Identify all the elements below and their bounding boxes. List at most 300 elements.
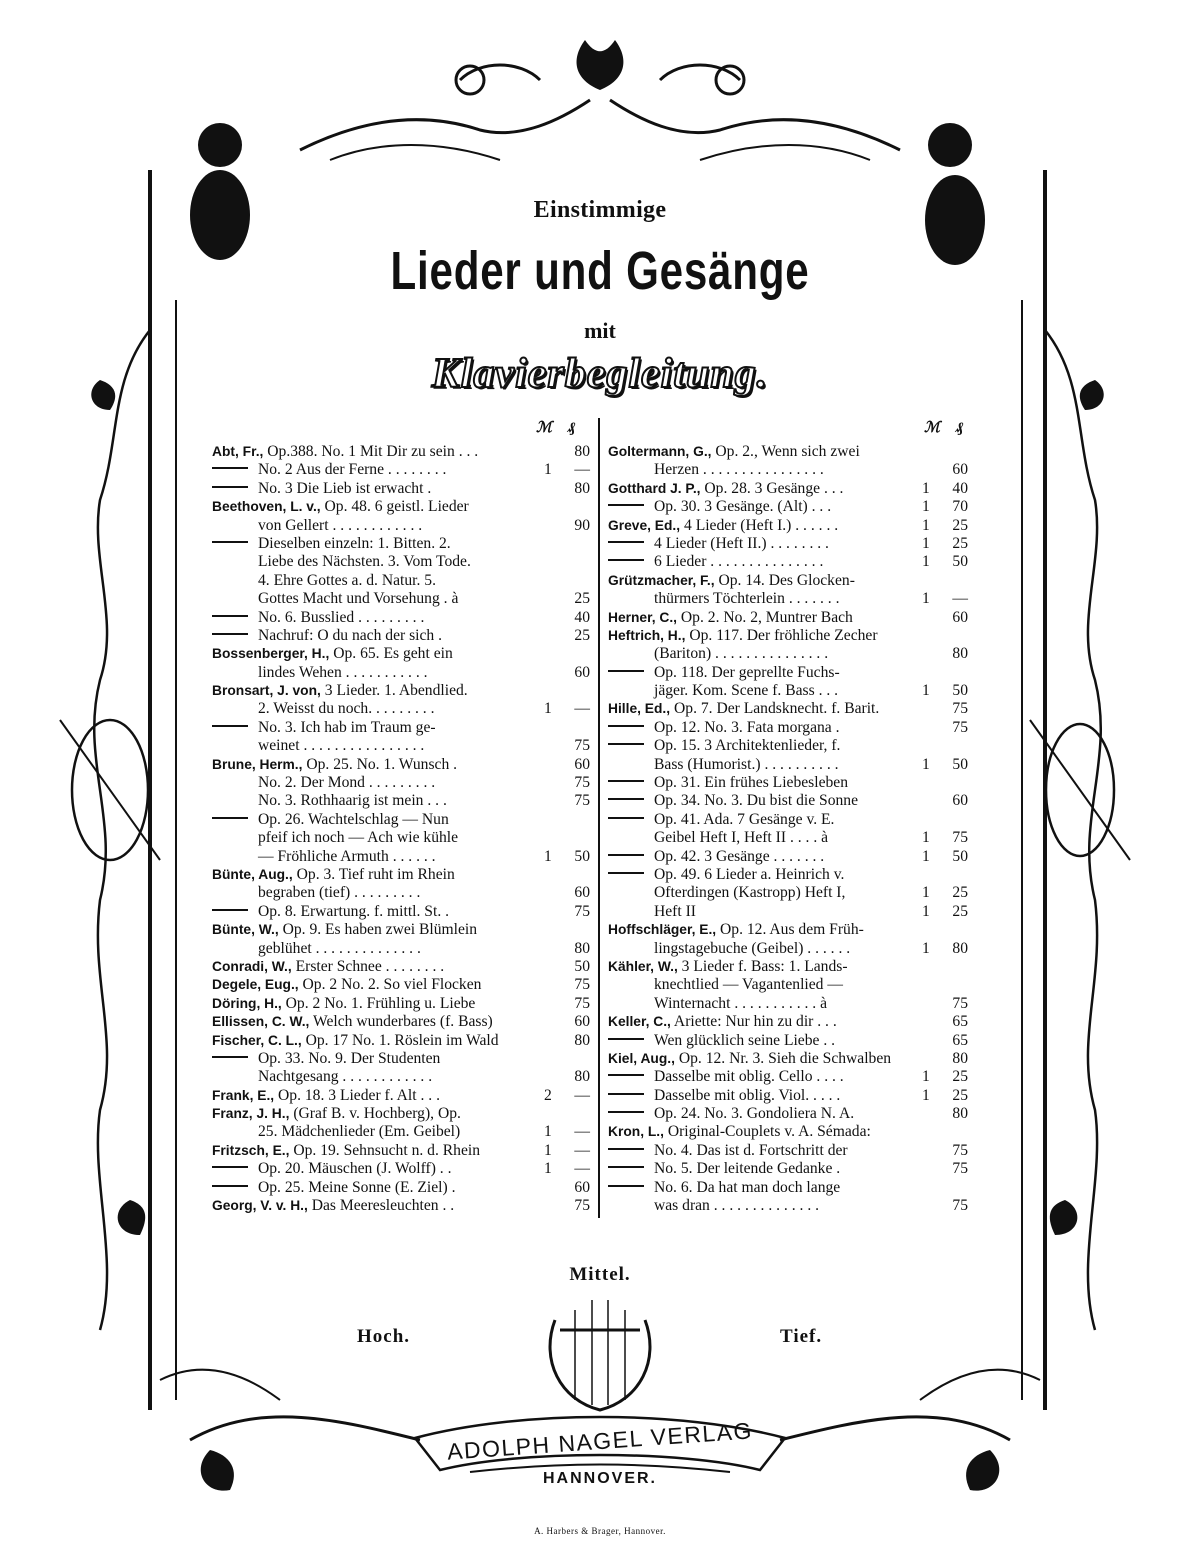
entry-text: pfeif ich noch — Ach wie kühle bbox=[258, 829, 459, 847]
ditto-dash bbox=[608, 780, 644, 782]
price-pfennig: 25 bbox=[574, 626, 590, 644]
entry-text: Op. 31. Ein frühes Liebesleben bbox=[654, 774, 849, 792]
price-pfennig: 70 bbox=[952, 498, 968, 516]
ditto-dash bbox=[212, 486, 248, 488]
price-pfennig: 50 bbox=[952, 682, 968, 700]
entry-text: Op. 28. 3 Gesänge . . . bbox=[700, 479, 844, 497]
ditto-dash bbox=[212, 1056, 248, 1058]
composer-name: Keller, C., bbox=[608, 1014, 671, 1030]
catalogue-entry bbox=[608, 829, 968, 847]
entry-text: Op. 65. Es geht ein bbox=[329, 645, 453, 663]
entry-text: Nachruf: O du nach der sich . bbox=[258, 626, 443, 644]
composer-name: Heftrich, H., bbox=[608, 627, 686, 643]
composer-name: Fritzsch, E., bbox=[212, 1142, 290, 1158]
catalogue-entry bbox=[212, 1160, 590, 1178]
price-pfennig: 75 bbox=[574, 737, 590, 755]
catalogue-entry bbox=[608, 572, 968, 590]
ditto-dash bbox=[608, 1185, 644, 1187]
price-pfennig: 60 bbox=[574, 884, 590, 902]
catalogue-entry bbox=[608, 774, 968, 792]
price-mark: 2 bbox=[544, 1086, 552, 1104]
entry-text: No. 3. Rothhaarig ist mein . . . bbox=[258, 792, 447, 810]
catalogue-entry bbox=[608, 1123, 968, 1141]
catalogue-entry bbox=[212, 480, 590, 498]
composer-name: Kron, L., bbox=[608, 1124, 664, 1140]
catalogue-entry bbox=[212, 1032, 590, 1050]
catalogue-entry bbox=[212, 553, 590, 571]
composer-name: Bronsart, J. von, bbox=[212, 683, 321, 699]
catalogue-entry bbox=[212, 903, 590, 921]
composer-name: Kiel, Aug., bbox=[608, 1050, 675, 1066]
ditto-dash bbox=[608, 1148, 644, 1150]
price-pfennig: 50 bbox=[952, 553, 968, 571]
catalogue-right-column bbox=[608, 443, 968, 1215]
entry-text: Dasselbe mit oblig. Viol. . . . . bbox=[654, 1086, 841, 1104]
entry-text: was dran . . . . . . . . . . . . . . bbox=[654, 1197, 820, 1215]
price-mark: 1 bbox=[922, 1068, 930, 1086]
entry-text: 25. Mädchenlieder (Em. Geibel) bbox=[258, 1123, 461, 1141]
entry-text: 4 Lieder (Heft I.) . . . . . . bbox=[680, 516, 839, 534]
composer-name: Frank, E., bbox=[212, 1087, 275, 1103]
voice-tief: Tief. bbox=[780, 1326, 823, 1347]
ditto-dash bbox=[608, 798, 644, 800]
ditto-dash bbox=[608, 1093, 644, 1095]
ditto-dash bbox=[608, 541, 644, 543]
catalogue-entry bbox=[608, 756, 968, 774]
entry-text: Original-Couplets v. A. Sémada: bbox=[663, 1123, 871, 1141]
price-pfennig: — bbox=[574, 1123, 590, 1141]
composer-name: Fischer, C. L., bbox=[212, 1032, 302, 1048]
price-pfennig: 60 bbox=[574, 1178, 590, 1196]
price-mark: 1 bbox=[922, 902, 930, 920]
price-pfennig: 75 bbox=[574, 774, 590, 792]
price-pfennig: 80 bbox=[952, 1049, 968, 1067]
entry-text: 3 Lieder. 1. Abendlied. bbox=[320, 682, 468, 700]
entry-text: Op. 118. Der geprellte Fuchs- bbox=[654, 663, 840, 681]
composer-name: Bossenberger, H., bbox=[212, 646, 330, 662]
price-mark: 1 bbox=[922, 553, 930, 571]
catalogue-entry bbox=[608, 664, 968, 682]
entry-text: von Gellert . . . . . . . . . . . . bbox=[258, 516, 423, 534]
entry-text: Op. 19. Sehnsucht n. d. Rhein bbox=[289, 1141, 481, 1159]
catalogue-entry bbox=[608, 609, 968, 627]
catalogue-entry bbox=[212, 737, 590, 755]
price-pfennig: 75 bbox=[574, 1197, 590, 1215]
composer-name: Greve, Ed., bbox=[608, 517, 681, 533]
mark-symbol: ℳ bbox=[924, 420, 941, 436]
catalogue-entry bbox=[212, 866, 590, 884]
ditto-dash bbox=[608, 872, 644, 874]
entry-text: No. 2. Der Mond . . . . . . . . . bbox=[258, 774, 436, 792]
entry-text: Op. 30. 3 Gesänge. (Alt) . . . bbox=[654, 498, 832, 516]
composer-name: Georg, V. v. H., bbox=[212, 1198, 308, 1214]
catalogue-entry bbox=[212, 700, 590, 718]
catalogue-entry bbox=[608, 884, 968, 902]
catalogue-entry bbox=[212, 1197, 590, 1215]
catalogue-entry bbox=[212, 498, 590, 516]
publisher-name: ADOLPH NAGEL VERLAG bbox=[446, 1417, 754, 1465]
catalogue-entry bbox=[608, 627, 968, 645]
ditto-dash bbox=[608, 670, 644, 672]
composer-name: Conradi, W., bbox=[212, 958, 292, 974]
catalogue-entry bbox=[212, 811, 590, 829]
price-pfennig: — bbox=[574, 1086, 590, 1104]
currency-header-right bbox=[924, 418, 984, 437]
catalogue-entry bbox=[608, 995, 968, 1013]
entry-text: Op. 25. No. 1. Wunsch . bbox=[302, 755, 458, 773]
entry-text: — Fröhliche Armuth . . . . . . bbox=[258, 847, 436, 865]
price-mark: 1 bbox=[544, 461, 552, 479]
price-pfennig: 75 bbox=[574, 902, 590, 920]
entry-text: Welch wunderbares (f. Bass) bbox=[309, 1013, 493, 1031]
price-mark: 1 bbox=[922, 847, 930, 865]
entry-text: Geibel Heft I, Heft II . . . . à bbox=[654, 829, 829, 847]
price-mark: 1 bbox=[922, 682, 930, 700]
price-pfennig: 60 bbox=[952, 792, 968, 810]
price-pfennig: — bbox=[574, 461, 590, 479]
catalogue-entry bbox=[212, 921, 590, 939]
composer-name: Goltermann, G., bbox=[608, 444, 712, 459]
price-pfennig: — bbox=[574, 1160, 590, 1178]
catalogue-entry bbox=[212, 1105, 590, 1123]
catalogue-entry bbox=[608, 1087, 968, 1105]
catalogue-entry bbox=[212, 572, 590, 590]
entry-text: Das Meeresleuchten . . bbox=[307, 1197, 455, 1215]
price-mark: 1 bbox=[544, 1141, 552, 1159]
entry-text: knechtlied — Vagantenlied — bbox=[654, 976, 843, 994]
catalogue-entry bbox=[608, 498, 968, 516]
price-mark: 1 bbox=[544, 700, 552, 718]
entry-text: Nachtgesang . . . . . . . . . . . . bbox=[258, 1068, 433, 1086]
price-pfennig: 60 bbox=[574, 663, 590, 681]
catalogue-entry bbox=[212, 443, 590, 461]
price-pfennig: 65 bbox=[952, 1031, 968, 1049]
entry-text: Op. 7. Der Landsknecht. f. Barit. bbox=[670, 700, 880, 718]
currency-header-left bbox=[536, 418, 596, 437]
price-pfennig: 40 bbox=[574, 608, 590, 626]
price-mark: 1 bbox=[544, 1123, 552, 1141]
entry-text: Op. 33. No. 9. Der Studenten bbox=[258, 1049, 441, 1067]
composer-name: Franz, J. H., bbox=[212, 1106, 290, 1122]
catalogue-entry bbox=[608, 792, 968, 810]
price-pfennig: 75 bbox=[574, 792, 590, 810]
entry-text: Dieselben einzeln: 1. Bitten. 2. bbox=[258, 534, 451, 552]
price-pfennig: 75 bbox=[574, 976, 590, 994]
price-pfennig: 80 bbox=[574, 1068, 590, 1086]
catalogue-entry bbox=[608, 517, 968, 535]
pfennig-symbol: ₰ bbox=[567, 420, 576, 436]
catalogue-entry bbox=[608, 1160, 968, 1178]
title-klavierbegleitung: Klavierbegleitung. bbox=[431, 351, 769, 397]
price-pfennig: 80 bbox=[952, 939, 968, 957]
entry-text: lindes Wehen . . . . . . . . . . . bbox=[258, 663, 428, 681]
catalogue-entry bbox=[212, 756, 590, 774]
entry-text: Op. 17 No. 1. Röslein im Wald bbox=[301, 1031, 499, 1049]
price-pfennig: — bbox=[574, 1141, 590, 1159]
printer-credit: A. Harbers & Brager, Hannover. bbox=[534, 1526, 666, 1536]
price-pfennig: 80 bbox=[574, 443, 590, 460]
entry-text: Op.388. No. 1 Mit Dir zu sein . . . bbox=[263, 443, 479, 460]
catalogue-entry bbox=[212, 517, 590, 535]
entry-text: Bass (Humorist.) . . . . . . . . . . bbox=[654, 755, 839, 773]
price-pfennig: 60 bbox=[952, 608, 968, 626]
catalogue-entry bbox=[212, 1013, 590, 1031]
entry-text: No. 3. Ich hab im Traum ge- bbox=[258, 718, 436, 736]
ditto-dash bbox=[212, 1166, 248, 1168]
entry-text: Op. 3. Tief ruht im Rhein bbox=[292, 865, 455, 883]
entry-text: lingstagebuche (Geibel) . . . . . . bbox=[654, 939, 851, 957]
catalogue-entry bbox=[608, 940, 968, 958]
entry-text: Heft II bbox=[654, 902, 696, 920]
catalogue-entry bbox=[212, 1179, 590, 1197]
entry-text: begraben (tief) . . . . . . . . . bbox=[258, 884, 421, 902]
catalogue-entry bbox=[212, 1068, 590, 1086]
price-pfennig: 75 bbox=[952, 1141, 968, 1159]
price-mark: 1 bbox=[922, 755, 930, 773]
catalogue-entry bbox=[608, 461, 968, 479]
title-einstimmige: Einstimmige bbox=[533, 197, 667, 223]
price-pfennig: 50 bbox=[952, 847, 968, 865]
catalogue-entry bbox=[608, 866, 968, 884]
entry-text: Op. 14. Des Glocken- bbox=[714, 571, 855, 589]
ditto-dash bbox=[212, 541, 248, 543]
ditto-dash bbox=[608, 1038, 644, 1040]
ditto-dash bbox=[212, 725, 248, 727]
entry-text: Op. 49. 6 Lieder a. Heinrich v. bbox=[654, 865, 845, 883]
entry-text: Op. 117. Der fröhliche Zecher bbox=[685, 626, 878, 644]
catalogue-entry bbox=[212, 645, 590, 663]
price-pfennig: 25 bbox=[574, 590, 590, 608]
entry-text: Op. 24. No. 3. Gondoliera N. A. bbox=[654, 1105, 855, 1123]
entry-text: No. 3 Die Lieb ist erwacht . bbox=[258, 479, 432, 497]
price-pfennig: 50 bbox=[952, 755, 968, 773]
catalogue-entry bbox=[212, 609, 590, 627]
price-pfennig: 65 bbox=[952, 1013, 968, 1031]
price-mark: 1 bbox=[922, 534, 930, 552]
price-pfennig: 25 bbox=[952, 902, 968, 920]
price-mark: 1 bbox=[922, 884, 930, 902]
catalogue-entry bbox=[212, 627, 590, 645]
catalogue-entry bbox=[608, 553, 968, 571]
entry-text: No. 5. Der leitende Gedanke . bbox=[654, 1160, 841, 1178]
ditto-dash bbox=[212, 615, 248, 617]
price-pfennig: 80 bbox=[574, 939, 590, 957]
entry-text: Op. 25. Meine Sonne (E. Ziel) . bbox=[258, 1178, 456, 1196]
composer-name: Gotthard J. P., bbox=[608, 480, 701, 496]
entry-text: thürmers Töchterlein . . . . . . . bbox=[654, 590, 840, 608]
price-pfennig: 75 bbox=[952, 829, 968, 847]
entry-text: 2. Weisst du noch. . . . . . . . . bbox=[258, 700, 435, 718]
price-mark: 1 bbox=[922, 479, 930, 497]
catalogue-entry bbox=[608, 682, 968, 700]
catalogue-entry bbox=[608, 737, 968, 755]
catalogue-entry bbox=[212, 940, 590, 958]
catalogue-entry bbox=[212, 590, 590, 608]
ditto-dash bbox=[212, 909, 248, 911]
price-mark: 1 bbox=[922, 1086, 930, 1104]
price-pfennig: 25 bbox=[952, 1068, 968, 1086]
catalogue-entry bbox=[212, 1123, 590, 1141]
catalogue-entry bbox=[608, 811, 968, 829]
composer-name: Döring, H., bbox=[212, 995, 282, 1011]
entry-text: No. 6. Busslied . . . . . . . . . bbox=[258, 608, 425, 626]
ditto-dash bbox=[212, 633, 248, 635]
entry-text: Op. 20. Mäuschen (J. Wolff) . . bbox=[258, 1160, 452, 1178]
price-pfennig: 80 bbox=[952, 1105, 968, 1123]
catalogue-entry bbox=[212, 1142, 590, 1160]
price-pfennig: 75 bbox=[952, 994, 968, 1012]
ditto-dash bbox=[608, 1111, 644, 1113]
price-pfennig: 50 bbox=[574, 957, 590, 975]
composer-name: Herner, C., bbox=[608, 609, 678, 625]
ditto-dash bbox=[608, 559, 644, 561]
composer-name: Abt, Fr., bbox=[212, 444, 264, 459]
catalogue-entry bbox=[608, 719, 968, 737]
price-mark: 1 bbox=[922, 498, 930, 516]
price-pfennig: 80 bbox=[574, 1031, 590, 1049]
catalogue-entry bbox=[212, 719, 590, 737]
composer-name: Ellissen, C. W., bbox=[212, 1014, 310, 1030]
entry-text: Op. 12. No. 3. Fata morgana . bbox=[654, 718, 840, 736]
catalogue-entry bbox=[608, 921, 968, 939]
catalogue-entry bbox=[212, 535, 590, 553]
title-main: Lieder und Gesänge bbox=[390, 241, 810, 301]
price-mark: 1 bbox=[544, 1160, 552, 1178]
catalogue-entry bbox=[212, 976, 590, 994]
catalogue-entry bbox=[212, 461, 590, 479]
price-pfennig: — bbox=[574, 700, 590, 718]
price-pfennig: 75 bbox=[574, 994, 590, 1012]
catalogue-entry bbox=[608, 1197, 968, 1215]
composer-name: Brune, Herm., bbox=[212, 756, 303, 772]
entry-text: Gottes Macht und Vorsehung . à bbox=[258, 590, 459, 608]
catalogue-entry bbox=[608, 848, 968, 866]
price-pfennig: 90 bbox=[574, 516, 590, 534]
entry-text: No. 4. Das ist d. Fortschritt der bbox=[654, 1141, 848, 1159]
entry-text: Erster Schnee . . . . . . . . bbox=[291, 957, 445, 975]
voice-mittel: Mittel. bbox=[569, 1264, 631, 1285]
entry-text: Ariette: Nur hin zu dir . . . bbox=[670, 1013, 837, 1031]
catalogue-entry bbox=[608, 1032, 968, 1050]
entry-text: Winternacht . . . . . . . . . . . à bbox=[654, 994, 828, 1012]
entry-text: (Graf B. v. Hochberg), Op. bbox=[289, 1105, 461, 1123]
price-pfennig: — bbox=[952, 590, 968, 608]
catalogue-left-column bbox=[212, 443, 590, 1215]
composer-name: Hille, Ed., bbox=[608, 701, 671, 717]
catalogue-entry bbox=[212, 829, 590, 847]
entry-text: Op. 2 No. 2. So viel Flocken bbox=[298, 976, 482, 994]
entry-text: (Bariton) . . . . . . . . . . . . . . . bbox=[654, 645, 829, 663]
catalogue-entry bbox=[608, 480, 968, 498]
catalogue-entry bbox=[212, 774, 590, 792]
entry-text: Op. 12. Nr. 3. Sieh die Schwalben bbox=[674, 1049, 892, 1067]
catalogue-entry bbox=[212, 1050, 590, 1068]
catalogue-entry bbox=[212, 995, 590, 1013]
catalogue-entry bbox=[608, 1105, 968, 1123]
catalogue-entry bbox=[608, 1179, 968, 1197]
ditto-dash bbox=[212, 817, 248, 819]
price-pfennig: 40 bbox=[952, 479, 968, 497]
composer-name: Degele, Eug., bbox=[212, 977, 299, 993]
catalogue-entry bbox=[608, 535, 968, 553]
price-pfennig: 60 bbox=[952, 461, 968, 479]
catalogue-entry bbox=[608, 443, 968, 461]
entry-text: Op. 12. Aus dem Früh- bbox=[716, 921, 864, 939]
entry-text: No. 6. Da hat man doch lange bbox=[654, 1178, 841, 1196]
entry-text: jäger. Kom. Scene f. Bass . . . bbox=[654, 682, 839, 700]
mark-symbol: ℳ bbox=[536, 420, 553, 436]
price-pfennig: 80 bbox=[574, 479, 590, 497]
ditto-dash bbox=[608, 725, 644, 727]
price-mark: 1 bbox=[922, 939, 930, 957]
ditto-dash bbox=[608, 1166, 644, 1168]
catalogue-entry bbox=[212, 792, 590, 810]
composer-name: Hoffschläger, E., bbox=[608, 922, 717, 938]
catalogue-entry bbox=[608, 590, 968, 608]
catalogue-entry bbox=[212, 682, 590, 700]
entry-text: Op. 9. Es haben zwei Blümlein bbox=[278, 921, 478, 939]
entry-text: Dasselbe mit oblig. Cello . . . . bbox=[654, 1068, 844, 1086]
entry-text: No. 2 Aus der Ferne . . . . . . . . bbox=[258, 461, 447, 479]
price-pfennig: 50 bbox=[574, 847, 590, 865]
price-mark: 1 bbox=[922, 829, 930, 847]
entry-text: Op. 34. No. 3. Du bist die Sonne bbox=[654, 792, 859, 810]
ditto-dash bbox=[212, 467, 248, 469]
catalogue-entry bbox=[608, 1142, 968, 1160]
catalogue-entry bbox=[212, 958, 590, 976]
price-pfennig: 80 bbox=[952, 645, 968, 663]
catalogue-entry bbox=[608, 1050, 968, 1068]
entry-text: 4 Lieder (Heft II.) . . . . . . . . bbox=[654, 534, 829, 552]
catalogue-entry bbox=[608, 958, 968, 976]
catalogue-entry bbox=[212, 664, 590, 682]
entry-text: Op. 2 No. 1. Frühling u. Liebe bbox=[281, 994, 476, 1012]
composer-name: Grützmacher, F., bbox=[608, 572, 715, 588]
price-pfennig: 25 bbox=[952, 1086, 968, 1104]
catalogue-entry bbox=[212, 848, 590, 866]
entry-text: Wen glücklich seine Liebe . . bbox=[654, 1031, 836, 1049]
pfennig-symbol: ₰ bbox=[955, 420, 964, 436]
catalogue-entry bbox=[608, 903, 968, 921]
ditto-dash bbox=[608, 1074, 644, 1076]
catalogue-entry bbox=[608, 976, 968, 994]
entry-text: 4. Ehre Gottes a. d. Natur. 5. bbox=[258, 571, 436, 589]
entry-text: Op. 2. No. 2, Muntrer Bach bbox=[677, 608, 853, 626]
entry-text: weinet . . . . . . . . . . . . . . . . bbox=[258, 737, 425, 755]
entry-text: Op. 42. 3 Gesänge . . . . . . . bbox=[654, 847, 825, 865]
title-mit: mit bbox=[584, 318, 616, 343]
catalogue-entry bbox=[212, 1087, 590, 1105]
ditto-dash bbox=[212, 1185, 248, 1187]
price-pfennig: 25 bbox=[952, 534, 968, 552]
catalogue-entry bbox=[608, 645, 968, 663]
entry-text: 6 Lieder . . . . . . . . . . . . . . . bbox=[654, 553, 824, 571]
column-divider bbox=[598, 418, 600, 1218]
entry-text: Op. 15. 3 Architektenlieder, f. bbox=[654, 737, 841, 755]
entry-text: Op. 18. 3 Lieder f. Alt . . . bbox=[274, 1086, 440, 1104]
entry-text: Op. 41. Ada. 7 Gesänge v. E. bbox=[654, 810, 835, 828]
price-mark: 1 bbox=[922, 590, 930, 608]
ditto-dash bbox=[608, 504, 644, 506]
price-pfennig: 75 bbox=[952, 718, 968, 736]
price-pfennig: 75 bbox=[952, 1197, 968, 1215]
publisher-city: HANNOVER. bbox=[542, 1470, 657, 1487]
entry-text: Liebe des Nächsten. 3. Vom Tode. bbox=[258, 553, 471, 571]
price-pfennig: 25 bbox=[952, 516, 968, 534]
composer-name: Bünte, W., bbox=[212, 922, 279, 938]
price-mark: 1 bbox=[544, 847, 552, 865]
entry-text: Op. 48. 6 geistl. Lieder bbox=[320, 498, 469, 516]
